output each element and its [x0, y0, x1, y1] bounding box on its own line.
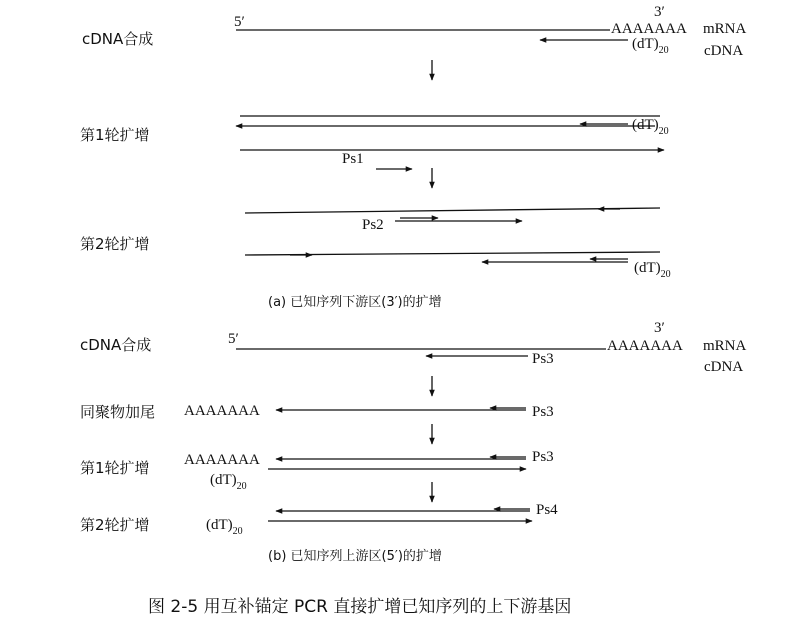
label-round1: 第1轮扩增: [80, 459, 150, 477]
ps3-label: Ps3: [532, 404, 554, 420]
three-prime-mark: 3′: [654, 4, 665, 20]
label-round2: 第2轮扩增: [80, 235, 150, 253]
strand-top: [245, 208, 660, 213]
polya-tail: AAAAAAA: [184, 452, 260, 468]
cdna-label: cDNA: [704, 43, 744, 59]
label-tailing: 同聚物加尾: [80, 403, 156, 421]
three-prime-mark: 3′: [654, 320, 665, 336]
label-round2: 第2轮扩增: [80, 516, 150, 534]
dt-primer-label: $(dT)_{20}$: [206, 517, 243, 537]
label-cdna-synthesis: cDNA合成: [80, 336, 152, 354]
ps4-label: Ps4: [536, 502, 558, 518]
ps2-label: Ps2: [362, 217, 384, 233]
figure-caption: 图 2-5 用互补锚定 PCR 直接扩增已知序列的上下游基因: [148, 597, 572, 617]
polya-tail: AAAAAAA: [184, 403, 260, 419]
label-cdna-synthesis: cDNA合成: [82, 30, 154, 48]
mrna-label: mRNA: [703, 338, 747, 354]
dt-primer-label: $(dT)_{20}$: [632, 117, 669, 137]
ps3-label: Ps3: [532, 351, 554, 367]
ps1-label: Ps1: [342, 151, 364, 167]
ps3-label: Ps3: [532, 449, 554, 465]
dt-primer-label: $(dT)_{20}$: [634, 260, 671, 280]
caption-b: (b) 已知序列上游区(5′)的扩增: [268, 549, 442, 564]
dt-primer-label: $(dT)_{20}$: [210, 472, 247, 492]
mrna-label: mRNA: [703, 21, 747, 37]
cdna-label: cDNA: [704, 359, 744, 375]
caption-a: (a) 已知序列下游区(3′)的扩增: [268, 295, 442, 310]
five-prime-mark: 5′: [228, 331, 239, 347]
polya-tail: AAAAAAA: [611, 21, 687, 37]
polya-tail: AAAAAAA: [607, 338, 683, 354]
dt-primer-label: $(dT)_{20}$: [632, 36, 669, 56]
label-round1: 第1轮扩增: [80, 126, 150, 144]
five-prime-mark: 5′: [234, 14, 245, 30]
